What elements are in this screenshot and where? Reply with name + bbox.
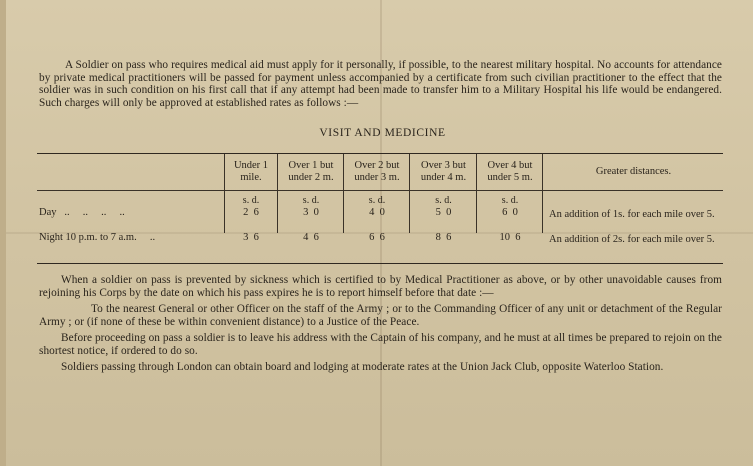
units-label: s. d. <box>435 195 452 206</box>
fee-cell: 4 6 <box>303 232 319 243</box>
fee-cell: 4 0 <box>369 207 385 218</box>
sickness-paragraph: When a soldier on pass is prevented by sickness which is certified to by Medical Practitioner as above, or by other unavoidable causes from rejoining his Corps by the date on which his pass expires he is to report himself before that date :— <box>39 274 722 299</box>
column-rule <box>277 154 278 233</box>
column-rule <box>343 154 344 233</box>
column-rule <box>224 154 225 233</box>
fees-table <box>37 153 723 264</box>
greater-distance-note: An addition of 1s. for each mile over 5. <box>549 209 715 220</box>
intro-paragraph: A Soldier on pass who requires medical aid must apply for it personally, if possible, to the nearest military hospital. No accounts for attendance by private medical practitioners will be passed for payment unless accompanied by a certificate from such civilian practitioner to the effect that the soldier was in such condition on his first call that if any attempt had been made to transfer him to a Military Hospital his life would be endangered. Such charges will only be approved at established rates as follows :— <box>39 59 722 109</box>
units-label: s. d. <box>501 195 519 206</box>
fee-cell: 3 0 <box>303 207 319 218</box>
fee-cell: 8 6 <box>435 232 452 243</box>
column-rule <box>542 154 543 233</box>
report-to-paragraph: To the nearest General or other Officer on the staff of the Army ; or to the Commanding Officer of any unit or detachment of the Regular Army ; or (if none of these be within convenient distance) to a Justice of the Peace. <box>39 303 722 328</box>
header-rule <box>37 190 723 191</box>
col-header: Greater distances. <box>595 166 672 177</box>
units-label: s. d. <box>302 195 320 206</box>
london-paragraph: Soldiers passing through London can obtain board and lodging at moderate rates at the Union Jack Club, opposite Waterloo Station. <box>61 361 664 373</box>
column-rule <box>476 154 477 233</box>
address-paragraph: Before proceeding on pass a soldier is to leave his address with the Captain of his company, and he must at all times be prepared to rejoin on the shortest notice, if ordered to do so. <box>39 332 722 357</box>
fee-cell: 5 0 <box>435 207 452 218</box>
table-title: VISIT AND MEDICINE <box>319 127 446 139</box>
fee-cell: 2 6 <box>243 207 259 218</box>
col-header: Under 1 mile. <box>233 160 269 183</box>
col-header: Over 3 but under 4 m. <box>420 160 467 183</box>
column-rule <box>409 154 410 233</box>
col-header: Over 4 but under 5 m. <box>487 160 533 183</box>
fee-cell: 6 6 <box>369 232 385 243</box>
fee-cell: 3 6 <box>243 232 259 243</box>
row-label-day: Day .. .. .. .. <box>39 207 125 218</box>
row-label-night: Night 10 p.m. to 7 a.m. .. <box>39 232 156 243</box>
col-header: Over 2 but under 3 m. <box>354 160 400 183</box>
fee-cell: 10 6 <box>499 232 521 243</box>
units-label: s. d. <box>242 195 260 206</box>
greater-distance-note: An addition of 2s. for each mile over 5. <box>549 234 715 245</box>
fee-cell: 6 0 <box>502 207 518 218</box>
col-header: Over 1 but under 2 m. <box>288 160 334 183</box>
units-label: s. d. <box>368 195 386 206</box>
